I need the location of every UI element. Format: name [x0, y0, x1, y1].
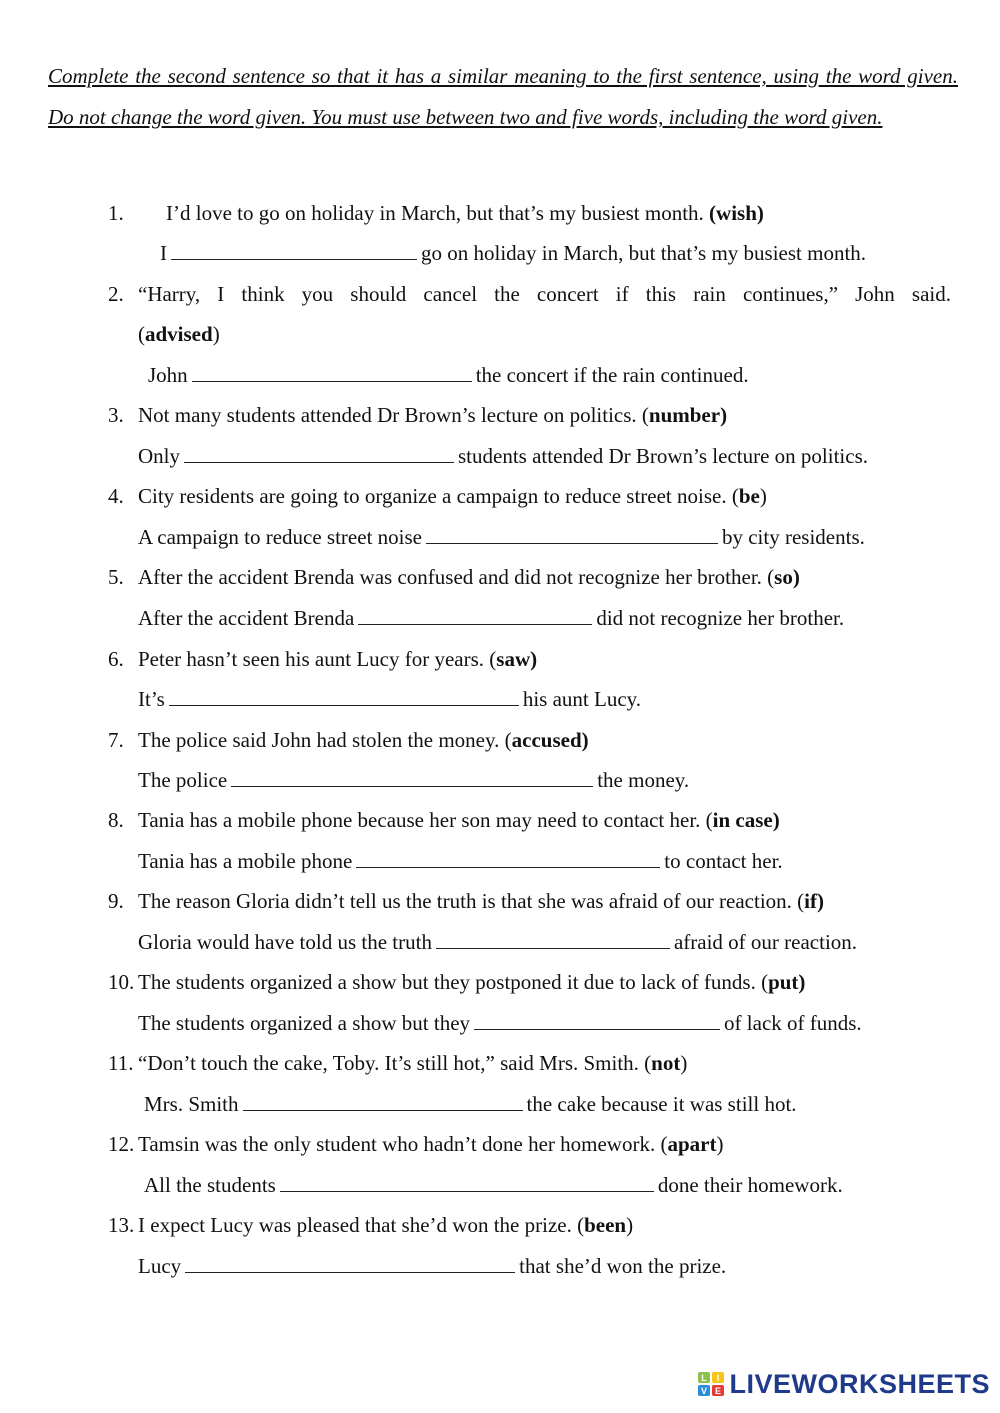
item-6-answer-post: his aunt Lucy. [522, 687, 642, 711]
item-9-keyword: if) [804, 889, 824, 913]
item-6-number: 6. [108, 647, 124, 671]
item-10-number: 10. [108, 970, 135, 994]
item-3-answer-line [138, 442, 868, 470]
item-13-prompt [138, 1211, 633, 1239]
item-6-answer-blank[interactable] [169, 687, 519, 706]
item-8-answer-blank[interactable] [356, 849, 660, 868]
item-7-number: 7. [108, 728, 124, 752]
item-8-answer-post: to contact her. [664, 849, 783, 873]
item-2-answer-pre: John [148, 363, 188, 387]
item-8-keyword: in case) [712, 808, 780, 832]
item-5-answer-line [138, 604, 844, 632]
item-2-prompt-text: “Harry, I think you should cancel the concert if this rain continues,” John said. [138, 282, 951, 306]
item-6-answer-pre: It’s [138, 687, 165, 711]
item-11-keyword: not [651, 1051, 681, 1075]
item-13-prompt-close: ) [626, 1213, 634, 1237]
item-10-answer-post: of lack of funds. [724, 1011, 862, 1035]
item-2-answer-line [148, 361, 749, 389]
item-9-answer-line [138, 928, 857, 956]
item-2-keyword: advised [145, 322, 213, 346]
item-6-prompt [138, 645, 537, 673]
item-1-answer-pre: I [160, 241, 167, 265]
item-11-answer-line [144, 1090, 797, 1118]
item-11-answer-blank[interactable] [243, 1092, 523, 1111]
item-3-prompt-text: Not many students attended Dr Brown’s lecture on politics. ( [138, 403, 649, 427]
item-7-answer-blank[interactable] [231, 768, 593, 787]
item-7-answer-pre: The police [138, 768, 228, 792]
item-6-keyword: saw) [496, 647, 538, 671]
item-11-prompt-text: “Don’t touch the cake, Toby. It’s still hot,” said Mrs. Smith. ( [138, 1051, 652, 1075]
instructions-text: Complete the second sentence so that it has a similar meaning to the first sentence, using the word given. Do not change the word given. You must use between two and five words, including the word given. [48, 64, 958, 129]
item-13-prompt-text: I expect Lucy was pleased that she’d won the prize. ( [138, 1213, 585, 1237]
item-3-answer-blank[interactable] [184, 444, 454, 463]
item-9-answer-post: afraid of our reaction. [673, 930, 858, 954]
item-9-prompt [138, 887, 824, 915]
item-1-answer-blank[interactable] [171, 241, 417, 260]
item-12-prompt-text: Tamsin was the only student who hadn’t done her homework. ( [138, 1132, 668, 1156]
item-1-answer-post: go on holiday in March, but that’s my busiest month. [421, 241, 867, 265]
item-12-answer-pre: All the students [144, 1173, 276, 1197]
item-3-prompt [138, 401, 727, 429]
item-13-answer-blank[interactable] [185, 1254, 515, 1273]
item-8-answer-pre: Tania has a mobile phone [138, 849, 353, 873]
item-13-answer-post: that she’d won the prize. [519, 1254, 727, 1278]
item-8-number: 8. [108, 808, 124, 832]
item-5-number: 5. [108, 565, 124, 589]
item-9-answer-pre: Gloria would have told us the truth [138, 930, 432, 954]
item-4-keyword: be [738, 484, 760, 508]
item-5-keyword: so) [774, 565, 800, 589]
svg-text:E: E [715, 1386, 722, 1396]
item-11-number: 11. [108, 1051, 134, 1075]
item-4-answer-post: by city residents. [721, 525, 865, 549]
item-10-answer-line [138, 1009, 862, 1037]
item-5-answer-pre: After the accident Brenda [138, 606, 355, 630]
item-1-prompt-text: I’d love to go on holiday in March, but that’s my busiest month. [166, 201, 710, 225]
item-4-prompt-close: ) [759, 484, 767, 508]
item-13-number: 13. [108, 1213, 135, 1237]
item-2-keyword-line: (advised) [138, 322, 220, 346]
item-1-number: 1. [108, 201, 124, 225]
item-11-answer-post: the cake because it was still hot. [526, 1092, 797, 1116]
item-4-answer-blank[interactable] [426, 525, 718, 544]
item-12-number: 12. [108, 1132, 135, 1156]
item-12-answer-post: done their homework. [657, 1173, 843, 1197]
item-12-keyword: apart [667, 1132, 717, 1156]
item-6-answer-line [138, 685, 641, 713]
item-7-keyword: accused) [511, 728, 589, 752]
item-4-number: 4. [108, 484, 124, 508]
item-8-prompt [138, 806, 780, 834]
item-10-keyword: put) [768, 970, 806, 994]
item-12-prompt-close: ) [716, 1132, 724, 1156]
item-1-prompt [166, 199, 764, 227]
item-4-prompt [138, 482, 767, 510]
svg-text:I: I [717, 1373, 720, 1383]
item-12-answer-line [144, 1171, 843, 1199]
svg-text:L: L [701, 1373, 708, 1383]
item-7-answer-line [138, 766, 689, 794]
liveworksheets-logo [697, 1369, 990, 1399]
item-13-keyword: been [584, 1213, 627, 1237]
item-12-prompt [138, 1130, 723, 1158]
item-2-answer-post: the concert if the rain continued. [475, 363, 749, 387]
item-7-prompt [138, 726, 589, 754]
item-7-answer-post: the money. [597, 768, 690, 792]
item-5-answer-post: did not recognize her brother. [596, 606, 845, 630]
item-8-prompt-text: Tania has a mobile phone because her son may need to contact her. ( [138, 808, 713, 832]
item-7-prompt-text: The police said John had stolen the money. ( [138, 728, 512, 752]
item-4-answer-pre: A campaign to reduce street noise [138, 525, 422, 549]
item-1-keyword: (wish) [709, 201, 764, 225]
liveworksheets-logo-text: LIVEWORKSHEETS [729, 1368, 990, 1399]
item-6-prompt-text: Peter hasn’t seen his aunt Lucy for years. ( [138, 647, 497, 671]
item-3-number: 3. [108, 403, 124, 427]
item-11-answer-pre: Mrs. Smith [144, 1092, 239, 1116]
item-5-prompt [138, 563, 800, 591]
item-3-keyword: number) [648, 403, 728, 427]
item-11-prompt-close: ) [680, 1051, 688, 1075]
item-9-number: 9. [108, 889, 124, 913]
item-12-answer-blank[interactable] [280, 1173, 654, 1192]
item-5-answer-blank[interactable] [358, 606, 592, 625]
item-9-prompt-text: The reason Gloria didn’t tell us the truth is that she was afraid of our reaction. ( [138, 889, 805, 913]
item-10-prompt-text: The students organized a show but they postponed it due to lack of funds. ( [138, 970, 769, 994]
item-13-answer-line [138, 1252, 726, 1280]
item-2-answer-blank[interactable] [192, 363, 472, 382]
item-3-answer-pre: Only [138, 444, 180, 468]
item-10-prompt [138, 968, 805, 996]
item-5-prompt-text: After the accident Brenda was confused and did not recognize her brother. ( [138, 565, 775, 589]
liveworksheets-logo-icon [697, 1371, 727, 1397]
item-13-answer-pre: Lucy [138, 1254, 182, 1278]
item-10-answer-blank[interactable] [474, 1011, 720, 1030]
item-3-answer-post: students attended Dr Brown’s lecture on politics. [458, 444, 869, 468]
item-4-prompt-text: City residents are going to organize a campaign to reduce street noise. ( [138, 484, 739, 508]
item-10-answer-pre: The students organized a show but they [138, 1011, 471, 1035]
item-8-answer-line [138, 847, 783, 875]
item-2-number: 2. [108, 282, 124, 306]
item-11-prompt [138, 1049, 687, 1077]
item-9-answer-blank[interactable] [436, 930, 670, 949]
svg-text:V: V [701, 1386, 708, 1396]
item-1-answer-line [160, 239, 866, 267]
item-4-answer-line [138, 523, 865, 551]
